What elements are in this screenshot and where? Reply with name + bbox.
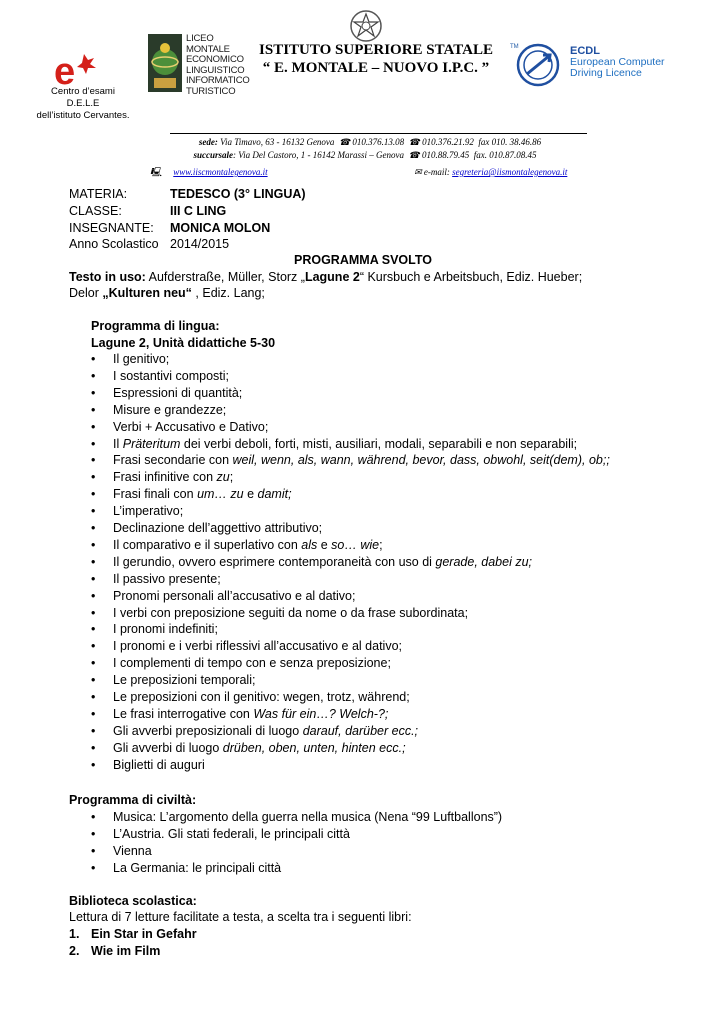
lingua-subheading: Lagune 2, Unità didattiche 5-30 <box>91 336 276 350</box>
ecdl-logo-icon <box>513 42 563 88</box>
list-item: L’Austria. Gli stati federali, le principali città <box>113 827 350 841</box>
list-item <box>113 672 255 688</box>
bullet-icon: • <box>91 810 96 824</box>
list-item <box>113 503 183 519</box>
montale-logo-line: LICEO MONTALE <box>186 33 230 55</box>
bullet-icon: • <box>91 827 96 841</box>
list-item <box>113 402 226 418</box>
anno-label: Anno Scolastico <box>69 237 159 251</box>
list-item-text: Il passivo presente; <box>113 571 221 586</box>
list-item <box>113 452 610 468</box>
materia-value: TEDESCO (3° LINGUA) <box>170 187 306 201</box>
list-item <box>113 520 322 536</box>
list-item-italic: Was für ein…? Welch-?; <box>253 706 389 721</box>
list-item-text: Verbi + Accusativo e Dativo; <box>113 419 269 434</box>
biblioteca-intro: Lettura di 7 letture facilitate a testa, a scelta tra i seguenti libri: <box>69 910 412 924</box>
list-item-italic: um… zu <box>197 487 244 502</box>
address-divider <box>170 133 587 134</box>
bullet-icon: • <box>91 622 96 637</box>
list-item <box>113 638 402 654</box>
list-item-text: Espressioni di quantità; <box>113 385 243 400</box>
bullet-icon: • <box>91 690 96 704</box>
bullet-icon: • <box>91 588 96 603</box>
list-item-text: I sostantivi composti; <box>113 368 230 383</box>
phone-icon: ☎ <box>408 137 420 147</box>
bullet-icon: • <box>91 521 96 535</box>
list-item-text: I pronomi indefiniti; <box>113 622 218 637</box>
list-item-text: Le preposizioni temporali; <box>113 673 256 688</box>
list-item-italic: zu <box>216 470 230 485</box>
list-item: Musica: L’argomento della guerra nella musica (Nena “99 Luftballons”) <box>113 810 503 824</box>
montale-logo-line: INFORMATICO <box>186 75 250 86</box>
bullet-icon: • <box>91 605 96 620</box>
list-item-text: e <box>243 487 258 502</box>
list-item <box>113 554 532 570</box>
computer-icon: 🖳 <box>150 167 163 177</box>
list-item-italic: so… wie <box>331 537 380 552</box>
classe-value: III C LING <box>170 204 227 218</box>
list-item <box>113 486 292 502</box>
list-item-text: Il gerundio, ovvero esprimere contemporaneità con uso di <box>113 554 436 569</box>
bullet-icon: • <box>91 757 96 772</box>
list-item-text: Biglietti di auguri <box>113 757 205 772</box>
email-link[interactable]: segreteria@iismontalegenova.it <box>452 167 568 177</box>
bullet-icon: • <box>91 352 96 366</box>
ecdl-caption: ECDL European Computer Driving Licence <box>570 45 665 79</box>
succursale-address: succursale: Via Del Castoro, 1 - 16142 Marassi – Genova ☎ 010.88.79.45 fax. 010.87.08.45 <box>193 150 537 160</box>
list-item <box>113 588 356 604</box>
materia-label: MATERIA: <box>69 187 128 201</box>
list-item-text: Misure e grandezze; <box>113 402 227 417</box>
list-item-text: I complementi di tempo con e senza preposizione; <box>113 656 391 671</box>
list-item-text: Frasi finali con <box>113 487 198 502</box>
list-item <box>113 706 388 722</box>
bullet-icon: • <box>91 554 96 569</box>
book-title: Wie im Film <box>91 944 161 958</box>
bullet-icon: • <box>91 402 96 417</box>
list-item-text: L’imperativo; <box>113 504 184 519</box>
list-item-italic: als <box>301 537 318 552</box>
bullet-icon: • <box>91 419 96 434</box>
list-item-text: dei verbi deboli, forti, misti, ausiliari, modali, separabili e non separabili; <box>180 436 578 451</box>
book-number: 2. <box>69 944 80 958</box>
list-item-text: e <box>317 537 332 552</box>
biblioteca-heading: Biblioteca scolastica: <box>69 894 197 908</box>
bullet-icon: • <box>91 706 96 721</box>
globe-icon <box>148 34 182 92</box>
bullet-icon: • <box>91 639 96 654</box>
bullet-icon: • <box>91 453 96 468</box>
list-item-text: I pronomi e i verbi riflessivi all’accusativo e al dativo; <box>113 639 403 654</box>
bullet-icon: • <box>91 740 96 755</box>
school-subtitle: “ E. MONTALE – NUOVO I.P.C. ” <box>262 60 490 76</box>
list-item-italic: darauf, darüber ecc.; <box>302 723 419 738</box>
bullet-icon: • <box>91 368 96 383</box>
list-item-italic: Präteritum <box>122 436 181 451</box>
list-item: La Germania: le principali città <box>113 861 282 875</box>
programma-title: PROGRAMMA SVOLTO <box>294 253 432 267</box>
testo-line-2: Delor „Kulturen neu“ , Ediz. Lang; <box>69 286 265 300</box>
classe-label: CLASSE: <box>69 204 122 218</box>
list-item <box>113 469 233 485</box>
list-item-italic: gerade, dabei zu; <box>435 554 533 569</box>
phone-icon: ☎ <box>408 150 420 160</box>
list-item <box>113 436 577 452</box>
list-item-text: ; <box>229 470 234 485</box>
bullet-icon: • <box>91 385 96 400</box>
sede-address: sede: Via Timavo, 63 - 16132 Genova ☎ 010.376.13.08 ☎ 010.376.21.92 fax 010. 38.46.86 <box>198 137 542 147</box>
montale-logo <box>148 33 258 97</box>
testo-line: Testo in uso: Aufderstraße, Müller, Storz „Lagune 2“ Kursbuch e Arbeitsbuch, Ediz. Hueber; <box>69 270 583 284</box>
list-item-italic: weil, wenn, als, wann, während, bevor, dass, obwohl, seit(dem), ob;; <box>232 453 610 468</box>
list-item <box>113 571 221 587</box>
list-item <box>113 723 418 739</box>
list-item <box>113 605 468 621</box>
montale-logo-line: TURISTICO <box>186 85 236 97</box>
list-item-text: Pronomi personali all’accusativo e al dativo; <box>113 588 356 603</box>
list-item <box>113 740 406 756</box>
list-item-text: Il genitivo; <box>113 352 170 366</box>
bullet-icon: • <box>91 861 96 875</box>
bullet-icon: • <box>91 673 96 688</box>
list-item-text: Le frasi interrogative con <box>113 706 254 721</box>
list-item <box>113 689 410 705</box>
list-item-text: Frasi secondarie con <box>113 453 233 468</box>
book-title: Ein Star in Gefahr <box>91 927 197 941</box>
ecdl-trademark: TM <box>510 44 519 50</box>
bullet-icon: • <box>91 656 96 671</box>
list-item-italic: drüben, oben, unten, hinten ecc.; <box>222 740 406 755</box>
contact-line: 🖳 www.iiscmontalegenova.it ✉ e-mail: segreteria@iismontalegenova.it <box>150 167 568 177</box>
list-item <box>113 419 268 435</box>
list-item <box>113 368 229 384</box>
list-item-text: Frasi infinitive con <box>113 470 217 485</box>
phone-icon: ☎ <box>338 137 351 147</box>
montale-logo-line: ECONOMICO <box>186 54 244 65</box>
list-item-text: Declinazione dell’aggettivo attributivo; <box>113 521 323 535</box>
list-item-text: Gli avverbi preposizionali di luogo <box>113 723 303 738</box>
list-item-text: Le preposizioni con il genitivo: wegen, trotz, während; <box>113 690 410 704</box>
insegnante-value: MONICA MOLON <box>170 221 271 235</box>
bullet-icon: • <box>91 537 96 552</box>
list-item-text: ; <box>379 537 383 552</box>
list-item <box>113 351 169 367</box>
insegnante-label: INSEGNANTE: <box>69 221 154 235</box>
bullet-icon: • <box>91 487 96 502</box>
civilta-heading: Programma di civiltà: <box>69 793 197 807</box>
email-icon: ✉ <box>414 167 422 177</box>
bullet-icon: • <box>91 504 96 519</box>
book-number: 1. <box>69 927 80 941</box>
bullet-icon: • <box>91 436 96 451</box>
list-item-italic: damit; <box>257 487 292 502</box>
lingua-heading: Programma di lingua: <box>91 319 220 333</box>
montale-logo-line: LINGUISTICO <box>186 64 245 76</box>
list-item <box>113 655 391 671</box>
list-item-text: Gli avverbi di luogo <box>113 740 223 755</box>
italian-emblem-icon <box>348 8 384 44</box>
school-title: ISTITUTO SUPERIORE STATALE <box>259 42 493 58</box>
list-item-text: I verbi con preposizione seguiti da nome o da frase subordinata; <box>113 605 469 620</box>
cervantes-caption: Centro d’esami D.E.L.E dell’istituto Cervantes. <box>36 86 130 121</box>
cervantes-logo <box>50 50 100 90</box>
bullet-icon: • <box>91 723 96 738</box>
list-item <box>113 621 218 637</box>
list-item-text: Il comparativo e il superlativo con <box>113 537 302 552</box>
bullet-icon: • <box>91 470 96 485</box>
bullet-icon: • <box>91 844 96 858</box>
list-item <box>113 537 383 553</box>
list-item <box>113 757 205 773</box>
anno-value: 2014/2015 <box>170 237 230 251</box>
list-item <box>113 385 242 401</box>
website-link[interactable]: www.iiscmontalegenova.it <box>173 167 268 177</box>
list-item-text: Il <box>113 436 123 451</box>
list-item: Vienna <box>113 844 152 858</box>
bullet-icon: • <box>91 571 96 586</box>
svg-text:e: e <box>54 51 76 90</box>
